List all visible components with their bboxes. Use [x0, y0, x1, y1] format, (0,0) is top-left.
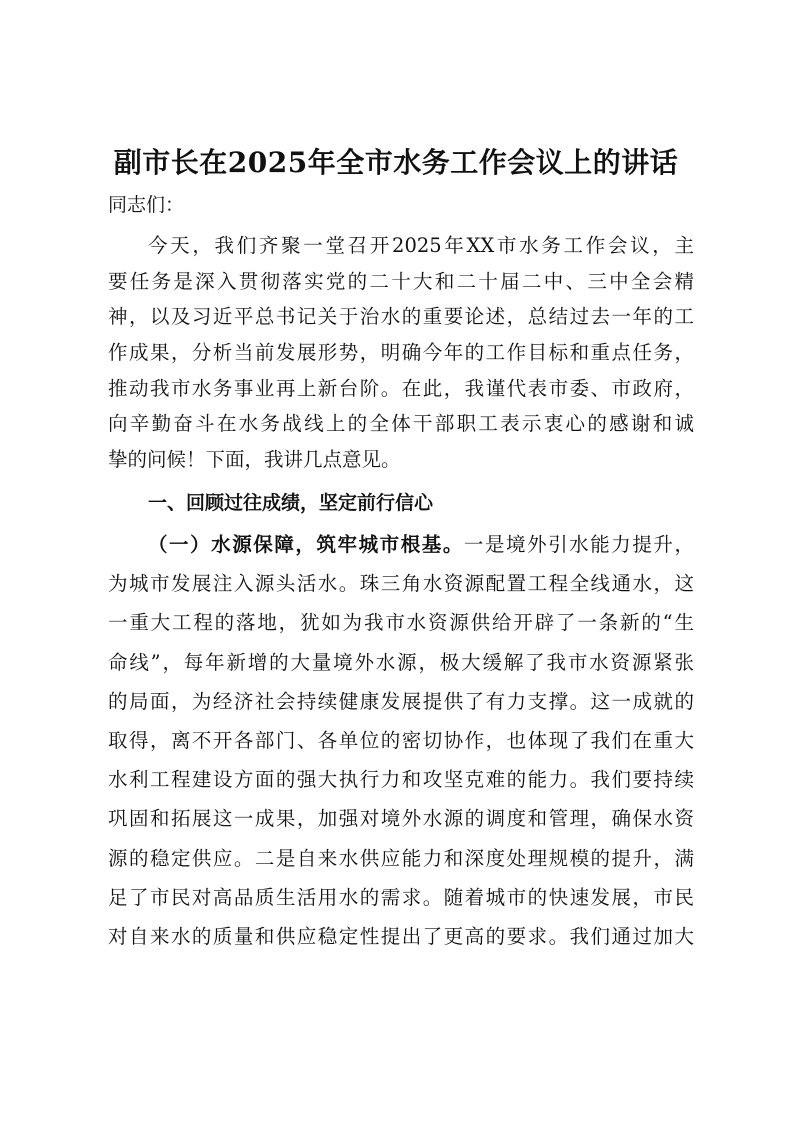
paragraph-line: 神，以及习近平总书记关于治水的重要论述，总结过去一年的工 [108, 305, 694, 329]
paragraph-line: 为城市发展注入源头活水。珠三角水资源配置工程全线通水，这 [108, 572, 694, 596]
subsection-heading: （一）水源保障，筑牢城市根基。 [148, 533, 464, 556]
paragraph-line: 足了市民对高品质生活用水的需求。随着城市的快速发展，市民 [108, 885, 694, 909]
paragraph-line: 一重大工程的落地，犹如为我市水资源供给开辟了一条新的“生 [108, 611, 694, 635]
paragraph-line: 挚的问候！下面，我讲几点意见。 [108, 448, 401, 472]
paragraph-line-text: 一是境外引水能力提升， [463, 533, 694, 556]
paragraph-line: 水利工程建设方面的强大执行力和攻坚克难的能力。我们要持续 [108, 768, 694, 792]
document-title: 副市长在2025年全市水务工作会议上的讲话 [113, 146, 679, 179]
paragraph-line: 源的稳定供应。二是自来水供应能力和深度处理规模的提升，满 [108, 846, 694, 870]
paragraph-line: 要任务是深入贯彻落实党的二十大和二十届二中、三中全会精 [108, 269, 694, 293]
paragraph-line: 命线”，每年新增的大量境外水源，极大缓解了我市水资源紧张 [108, 650, 694, 674]
salutation: 同志们： [108, 194, 185, 216]
paragraph-line: 推动我市水务事业再上新台阶。在此，我谨代表市委、市政府， [108, 376, 694, 400]
paragraph-line: 向辛勤奋斗在水务战线上的全体干部职工表示衷心的感谢和诚 [108, 412, 694, 436]
body-paragraph [108, 525, 694, 956]
paragraph-line: 取得，离不开各部门、各单位的密切协作，也体现了我们在重大 [108, 728, 694, 752]
paragraph-first-line [108, 525, 694, 564]
section-heading: 一、回顾过往成绩，坚定前行信心 [148, 492, 434, 514]
paragraph-line: 巩固和拓展这一成果，加强对境外水源的调度和管理，确保水资 [108, 807, 694, 831]
paragraph-line: 对自来水的质量和供应稳定性提出了更高的要求。我们通过加大 [108, 924, 694, 948]
paragraph-line: 作成果，分析当前发展形势，明确今年的工作目标和重点任务， [108, 341, 694, 365]
paragraph-line: 的局面，为经济社会持续健康发展提供了有力支撑。这一成就的 [108, 689, 694, 713]
intro-paragraph [108, 228, 694, 478]
paragraph-line: 今天，我们齐聚一堂召开2025年XX市水务工作会议，主 [148, 234, 694, 257]
